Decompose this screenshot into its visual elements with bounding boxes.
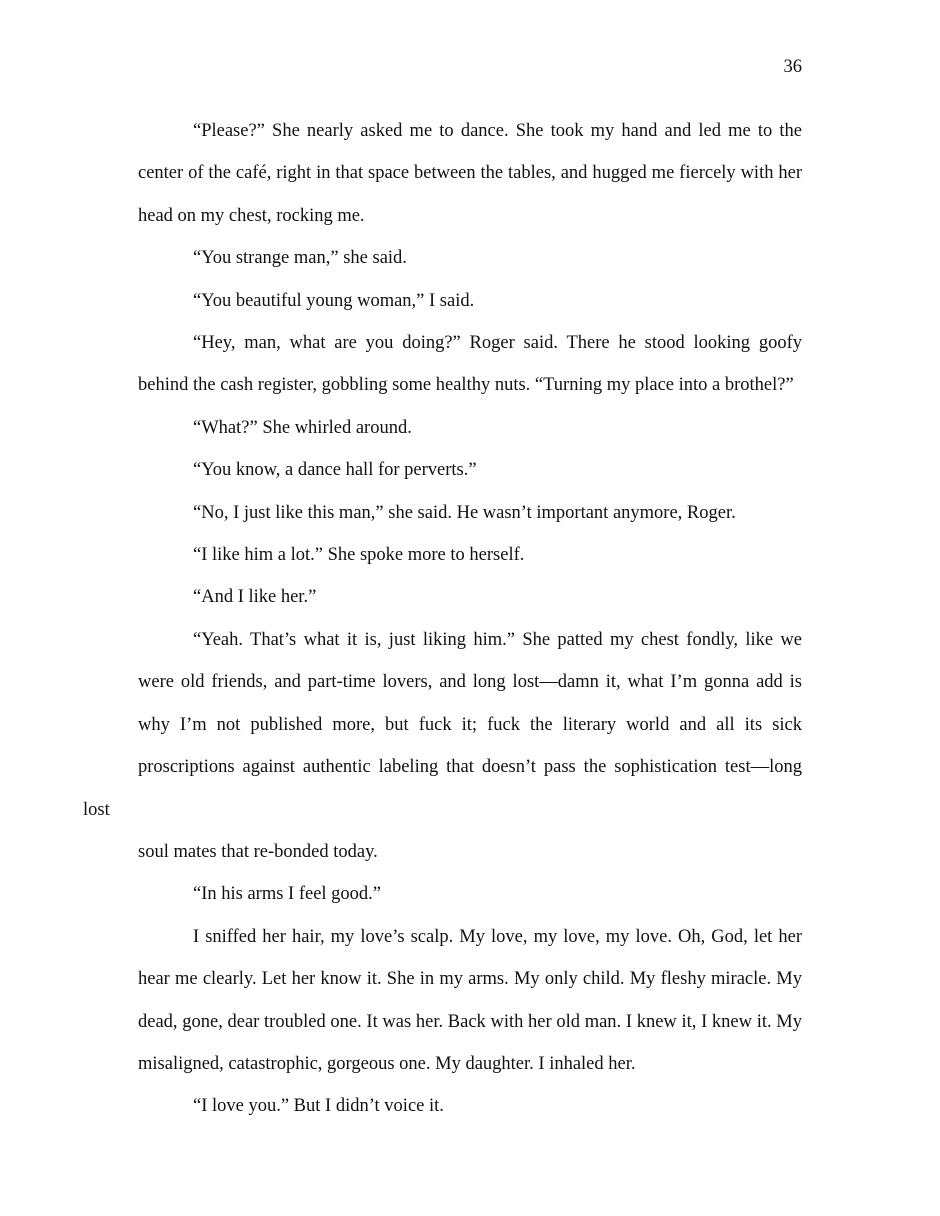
text-line: “I love you.” But I didn’t voice it. [193, 1096, 444, 1117]
body-text [83, 110, 802, 1128]
text-line: dead, gone, dear troubled one. It was her. Back with her old man. I knew it, I knew it. My [138, 1011, 802, 1032]
text-line: “You strange man,” she said. [193, 248, 407, 269]
paragraph [138, 237, 802, 279]
text-line: “And I like her.” [193, 587, 317, 608]
paragraph [138, 534, 802, 576]
text-line: I sniffed her hair, my love’s scalp. My love, my love, my love. Oh, God, let her [193, 926, 802, 947]
text-line: “Please?” She nearly asked me to dance. She took my hand and led me to the [193, 121, 802, 141]
text-line: “What?” She whirled around. [193, 417, 412, 438]
paragraph [138, 916, 802, 1086]
paragraph [83, 619, 802, 873]
paragraph [138, 492, 802, 534]
paragraph [138, 322, 802, 407]
paragraph [138, 280, 802, 322]
text-line: “In his arms I feel good.” [193, 884, 382, 905]
text-line: behind the cash register, gobbling some healthy nuts. “Turning my place into a brothel?” [138, 375, 794, 396]
text-line: “Yeah. That’s what it is, just liking him.” She patted my chest fondly, like we [193, 629, 802, 650]
text-line: “No, I just like this man,” she said. He wasn’t important anymore, Roger. [193, 502, 736, 523]
paragraph [138, 449, 802, 491]
text-line: “I like him a lot.” She spoke more to herself. [193, 545, 525, 566]
text-line: misaligned, catastrophic, gorgeous one. My daughter. I inhaled her. [138, 1053, 636, 1074]
paragraph [138, 1085, 802, 1127]
text-line: center of the café, right in that space between the tables, and hugged me fiercely with her [138, 163, 802, 184]
text-line: head on my chest, rocking me. [138, 205, 365, 226]
text-line: “You know, a dance hall for perverts.” [193, 460, 477, 481]
text-line: hear me clearly. Let her know it. She in my arms. My only child. My fleshy miracle. My [138, 969, 802, 990]
paragraph [138, 576, 802, 618]
text-line: were old friends, and part-time lovers, and long lost—damn it, what I’m gonna add is [138, 672, 802, 693]
page-number: 36 [783, 57, 802, 77]
text-line: proscriptions against authentic labeling that doesn’t pass the sophistication test—long lost [83, 757, 802, 820]
text-line: soul mates that re-bonded today. [138, 841, 378, 862]
text-line: “Hey, man, what are you doing?” Roger said. There he stood looking goofy [193, 333, 802, 354]
paragraph [138, 110, 802, 237]
paragraph [138, 873, 802, 915]
text-line: “You beautiful young woman,” I said. [193, 290, 475, 311]
paragraph [138, 407, 802, 449]
text-line: why I’m not published more, but fuck it; fuck the literary world and all its sick [138, 714, 802, 735]
